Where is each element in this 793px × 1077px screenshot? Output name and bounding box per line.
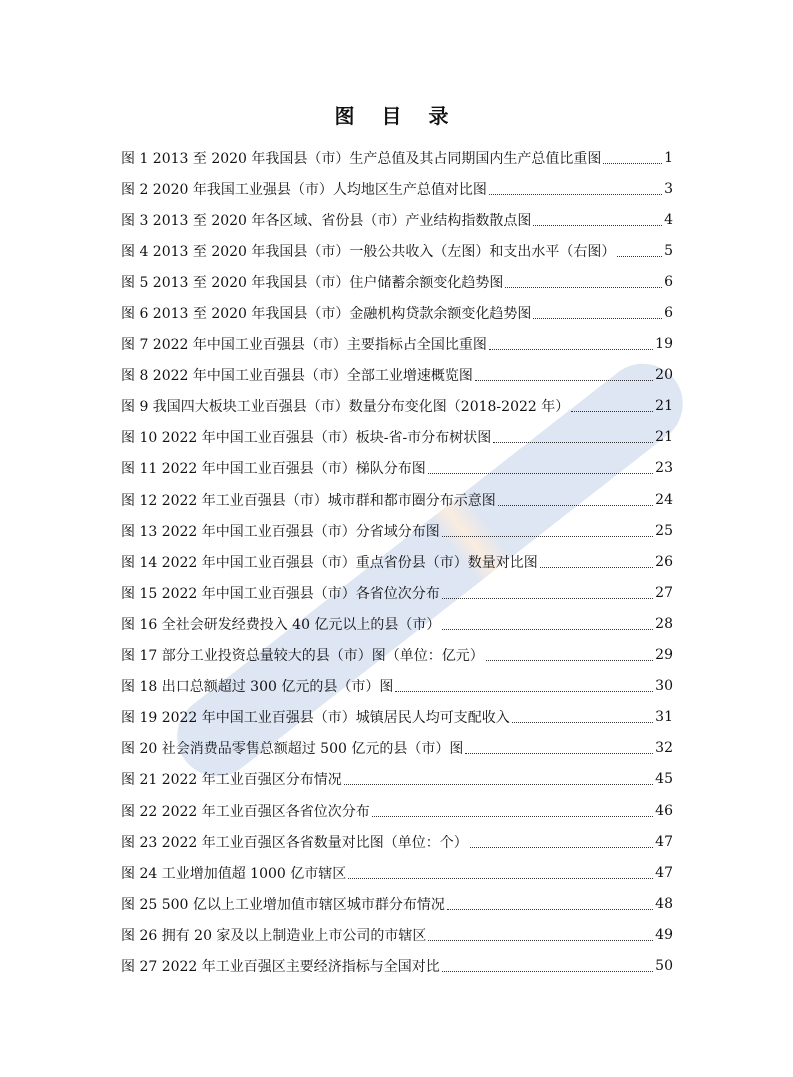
toc-dot-leader bbox=[442, 970, 653, 972]
toc-entry[interactable] bbox=[121, 422, 673, 453]
toc-entry-page: 50 bbox=[655, 957, 673, 974]
toc-entry-label: 图 8 2022 年中国工业百强县（市）全部工业增速概览图 bbox=[121, 368, 473, 385]
toc-entry[interactable] bbox=[121, 360, 673, 391]
toc-dot-leader bbox=[442, 597, 653, 599]
toc-dot-leader bbox=[442, 535, 653, 537]
toc-entry-label: 图 9 我国四大板块工业百强县（市）数量分布变化图（2018-2022 年） bbox=[121, 399, 570, 416]
toc-entry-page: 23 bbox=[655, 460, 673, 477]
toc-entry-label: 图 18 出口总额超过 300 亿元的县（市）图 bbox=[121, 679, 394, 696]
toc-entry-label: 图 24 工业增加值超 1000 亿市辖区 bbox=[121, 865, 347, 882]
toc-entry[interactable] bbox=[121, 204, 673, 235]
toc-entry-label: 图 14 2022 年中国工业百强县（市）重点省份县（市）数量对比图 bbox=[121, 554, 538, 571]
toc-entry[interactable] bbox=[121, 857, 673, 888]
toc-entry-label: 图 5 2013 至 2020 年我国县（市）住户储蓄余额变化趋势图 bbox=[121, 274, 504, 291]
toc-dot-leader bbox=[372, 815, 653, 817]
toc-entry-label: 图 23 2022 年工业百强区各省数量对比图（单位：个） bbox=[121, 834, 468, 851]
toc-dot-leader bbox=[395, 690, 653, 692]
toc-dot-leader bbox=[475, 379, 653, 381]
toc-entry-page: 3 bbox=[664, 180, 673, 197]
toc-entry-label: 图 1 2013 至 2020 年我国县（市）生产总值及其占同期国内生产总值比重图 bbox=[121, 150, 602, 167]
toc-entry[interactable] bbox=[121, 702, 673, 733]
toc-dot-leader bbox=[470, 846, 653, 848]
toc-entry-label: 图 27 2022 年工业百强区主要经济指标与全国对比 bbox=[121, 958, 440, 975]
toc-entry-page: 47 bbox=[655, 864, 673, 881]
toc-entry-label: 图 11 2022 年中国工业百强县（市）梯队分布图 bbox=[121, 461, 426, 478]
toc-entry-label: 图 10 2022 年中国工业百强县（市）板块-省-市分布树状图 bbox=[121, 430, 492, 447]
toc-entry-label: 图 12 2022 年工业百强县（市）城市群和都市圈分布示意图 bbox=[121, 492, 496, 509]
page-title: 图 目 录 bbox=[334, 104, 459, 128]
toc-entry-label: 图 16 全社会研发经费投入 40 亿元以上的县（市） bbox=[121, 616, 441, 633]
toc-entry[interactable] bbox=[121, 546, 673, 577]
toc-entry[interactable] bbox=[121, 888, 673, 919]
toc-entry-label: 图 7 2022 年中国工业百强县（市）主要指标占全国比重图 bbox=[121, 337, 487, 354]
toc-dot-leader bbox=[428, 472, 653, 474]
toc-entry[interactable] bbox=[121, 764, 673, 795]
toc-entry[interactable] bbox=[121, 671, 673, 702]
toc-entry[interactable] bbox=[121, 329, 673, 360]
toc-entry[interactable] bbox=[121, 577, 673, 608]
toc-entry-label: 图 17 部分工业投资总量较大的县（市）图（单位：亿元） bbox=[121, 648, 484, 665]
toc-dot-leader bbox=[533, 224, 662, 226]
toc-entry-page: 5 bbox=[664, 242, 673, 259]
toc-entry-page: 6 bbox=[664, 305, 673, 322]
toc-entry-page: 27 bbox=[655, 584, 673, 601]
toc-dot-leader bbox=[617, 255, 662, 257]
toc-dot-leader bbox=[442, 628, 653, 630]
toc-dot-leader bbox=[348, 877, 653, 879]
toc-entry-label: 图 3 2013 至 2020 年各区域、省份县（市）产业结构指数散点图 bbox=[121, 212, 532, 229]
toc-entry[interactable] bbox=[121, 950, 673, 981]
toc-entry-label: 图 2 2020 年我国工业强县（市）人均地区生产总值对比图 bbox=[121, 181, 487, 198]
toc-entry-page: 32 bbox=[655, 740, 673, 757]
toc-entry-page: 31 bbox=[655, 709, 673, 726]
toc-entry[interactable] bbox=[121, 795, 673, 826]
toc-entry-page: 48 bbox=[655, 895, 673, 912]
toc-entry-label: 图 4 2013 至 2020 年我国县（市）一般公共收入（左图）和支出水平（右图） bbox=[121, 243, 616, 260]
toc-dot-leader bbox=[344, 783, 653, 785]
toc-entry-label: 图 26 拥有 20 家及以上制造业上市公司的市辖区 bbox=[121, 927, 427, 944]
toc-entry-page: 46 bbox=[655, 802, 673, 819]
toc-entry-label: 图 13 2022 年中国工业百强县（市）分省域分布图 bbox=[121, 523, 440, 540]
toc-entry-label: 图 20 社会消费品零售总额超过 500 亿元的县（市）图 bbox=[121, 741, 464, 758]
toc-entry-page: 21 bbox=[655, 429, 673, 446]
toc-dot-leader bbox=[489, 193, 662, 195]
toc-entry[interactable] bbox=[121, 453, 673, 484]
toc-entry[interactable] bbox=[121, 391, 673, 422]
toc-dot-leader bbox=[533, 317, 662, 319]
toc-entry-page: 29 bbox=[655, 647, 673, 664]
toc-entry[interactable] bbox=[121, 733, 673, 764]
toc-entry-page: 45 bbox=[655, 771, 673, 788]
toc-entry-label: 图 6 2013 至 2020 年我国县（市）金融机构贷款余额变化趋势图 bbox=[121, 306, 532, 323]
toc-dot-leader bbox=[447, 908, 653, 910]
toc-dot-leader bbox=[486, 659, 653, 661]
toc-entry[interactable] bbox=[121, 142, 673, 173]
toc-entry-label: 图 22 2022 年工业百强区各省位次分布 bbox=[121, 803, 370, 820]
toc-entry-page: 19 bbox=[655, 336, 673, 353]
toc-dot-leader bbox=[571, 410, 653, 412]
toc-entry[interactable] bbox=[121, 266, 673, 297]
toc-entry-page: 49 bbox=[655, 926, 673, 943]
toc-entry[interactable] bbox=[121, 919, 673, 950]
toc-entry-page: 21 bbox=[655, 398, 673, 415]
toc-entry-label: 图 15 2022 年中国工业百强县（市）各省位次分布 bbox=[121, 585, 440, 602]
toc-entry[interactable] bbox=[121, 173, 673, 204]
toc-dot-leader bbox=[493, 441, 653, 443]
toc-dot-leader bbox=[489, 348, 653, 350]
toc-dot-leader bbox=[540, 566, 653, 568]
toc-entry[interactable] bbox=[121, 484, 673, 515]
toc-entry[interactable] bbox=[121, 640, 673, 671]
toc-dot-leader bbox=[512, 721, 653, 723]
toc-entry-page: 30 bbox=[655, 678, 673, 695]
toc-entry[interactable] bbox=[121, 235, 673, 266]
toc-entry-label: 图 25 500 亿以上工业增加值市辖区城市群分布情况 bbox=[121, 896, 445, 913]
toc-entry[interactable] bbox=[121, 515, 673, 546]
toc-entry-page: 1 bbox=[664, 149, 673, 166]
figure-list bbox=[121, 142, 673, 982]
toc-entry-label: 图 19 2022 年中国工业百强县（市）城镇居民人均可支配收入 bbox=[121, 710, 510, 727]
toc-entry-page: 26 bbox=[655, 553, 673, 570]
toc-entry-page: 4 bbox=[664, 211, 673, 228]
toc-entry-page: 24 bbox=[655, 491, 673, 508]
toc-entry[interactable] bbox=[121, 608, 673, 639]
toc-dot-leader bbox=[428, 939, 653, 941]
toc-dot-leader bbox=[465, 752, 653, 754]
toc-entry-page: 6 bbox=[664, 273, 673, 290]
toc-entry[interactable] bbox=[121, 297, 673, 328]
toc-entry-label: 图 21 2022 年工业百强区分布情况 bbox=[121, 772, 342, 789]
toc-entry-page: 28 bbox=[655, 615, 673, 632]
toc-dot-leader bbox=[603, 162, 662, 164]
toc-entry[interactable] bbox=[121, 826, 673, 857]
toc-dot-leader bbox=[498, 504, 653, 506]
toc-entry-page: 25 bbox=[655, 522, 673, 539]
toc-entry-page: 20 bbox=[655, 367, 673, 384]
toc-entry-page: 47 bbox=[655, 833, 673, 850]
toc-dot-leader bbox=[505, 286, 662, 288]
